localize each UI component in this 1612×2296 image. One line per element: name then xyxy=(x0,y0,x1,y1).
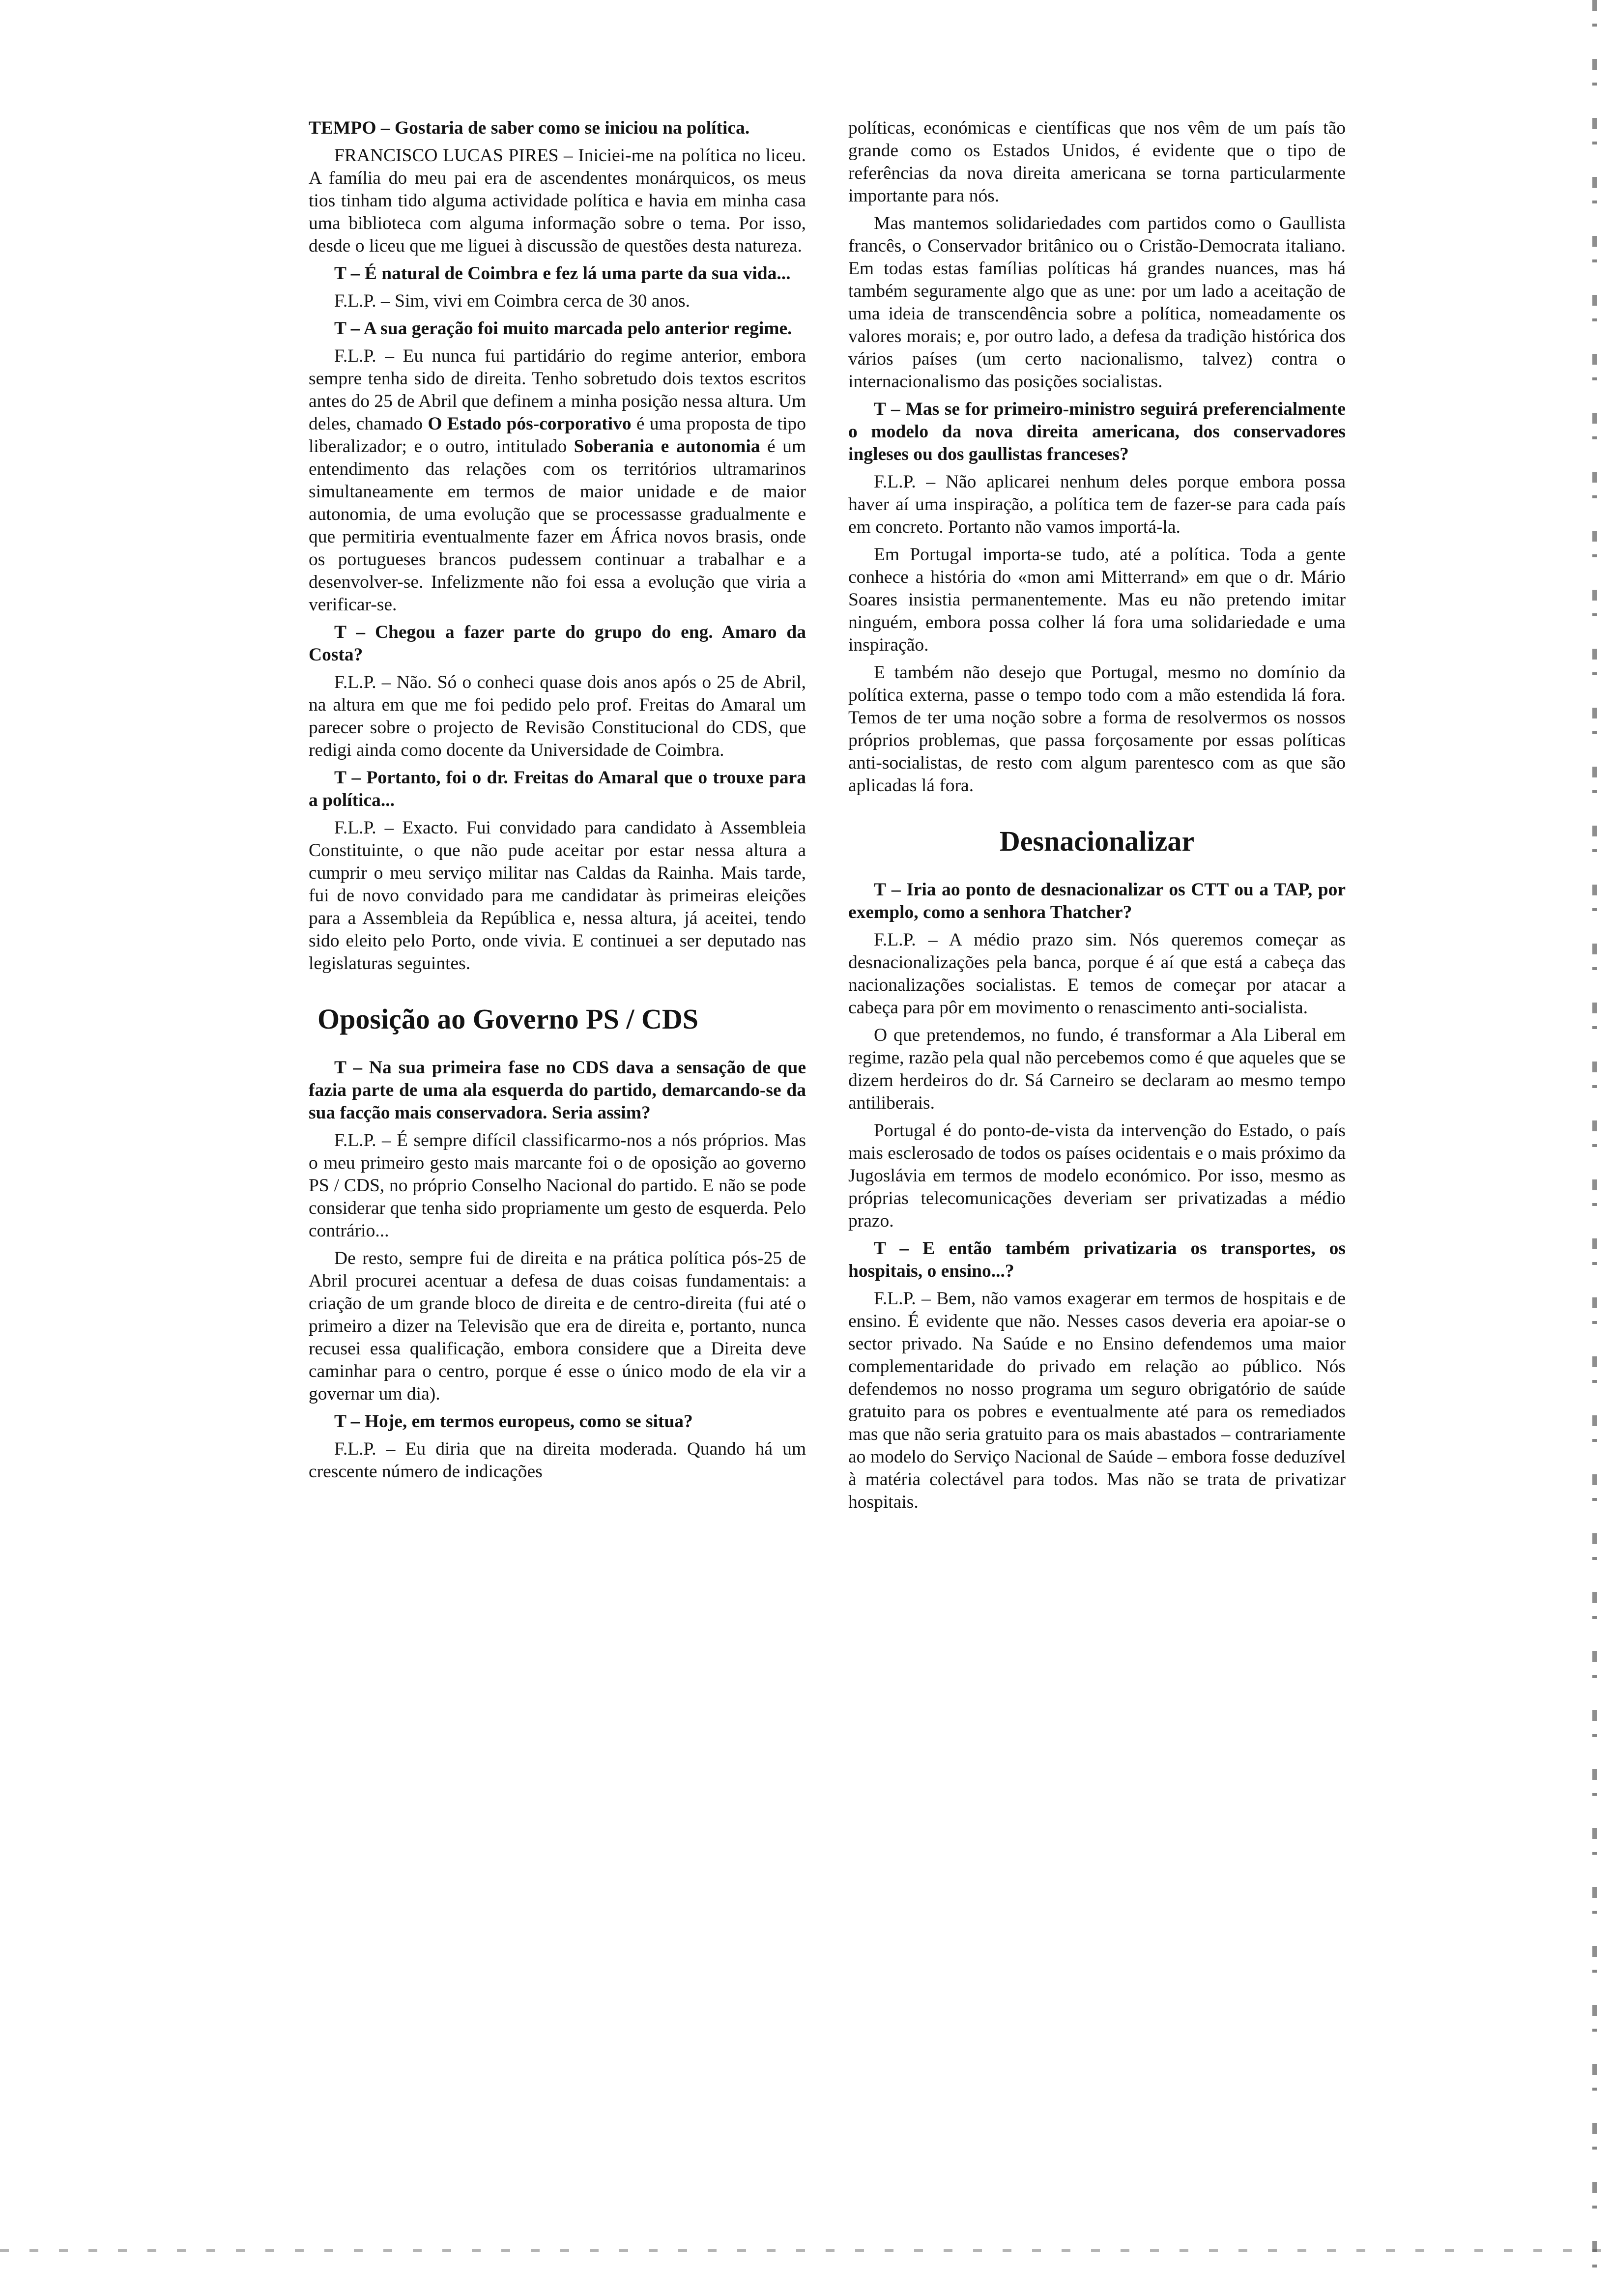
speaker-label: F.L.P. – xyxy=(334,291,390,311)
speaker-label: F.L.P. – xyxy=(334,672,391,692)
answer-text: Eu diria que na direita moderada. Quando há um crescente número de indicações xyxy=(309,1439,806,1482)
speaker-label: F.L.P. – xyxy=(334,346,394,366)
question-text: Gostaria de saber como se iniciou na política. xyxy=(395,118,750,138)
speaker-label: FRANCISCO LUCAS PIRES – xyxy=(334,145,573,166)
speaker-label: F.L.P. – xyxy=(874,930,938,950)
answer-text: A médio prazo sim. Nós queremos começar as desnacionalizações pela banca, porque é aí que está a cabeça das nacionalizações socialistas. E temos de começar por atacar a cabeça para pôr em movimento o renascimento anti-socialista. xyxy=(848,930,1346,1018)
body-paragraph: Mas mantemos solidariedades com partidos como o Gaullista francês, o Conservador britânico ou o Cristão-Democrata italiano. Em todas estas famílias políticas há grandes nuances, mas há também seguramente algo que as une: por um lado a aceitação de uma ideia de transcendência sobre a política, nomeadamente os valores morais; e, por outro lado, a defesa da tradição histórica dos vários países (um certo nacionalismo, talvez) contra o internacionalismo das posições socialistas. xyxy=(848,213,1346,392)
scan-bottom-marks xyxy=(0,2249,1612,2252)
answer-text: é uma proposta de tipo liberalizador; e o outro, intitulado xyxy=(309,414,806,457)
body-paragraph: De resto, sempre fui de direita e na prática política pós-25 de Abril procurei acentuar a defesa de duas coisas fundamentais: a criação de um grande bloco de direita e de centro-direita (fui até o primeiro a dizer na Televisão que era de direita e, portanto, nunca recusei essa qualificação, embora considere que a Direita deve caminhar para o centro, porque é esse o único modo de ela vir a governar um dia). xyxy=(309,1248,806,1404)
question-paragraph: T – A sua geração foi muito marcada pelo anterior regime. xyxy=(334,318,792,339)
body-paragraph: Em Portugal importa-se tudo, até a política. Toda a gente conhece a história do «mon ami Mitterrand» em que o dr. Mário Soares insistia permanentemente. Mas eu não pretendo imitar ninguém, embora possa colher lá fora uma solidariedade e uma inspiração. xyxy=(848,545,1346,655)
scan-edge-marks xyxy=(1592,0,1597,2296)
answer-paragraph xyxy=(309,1129,806,1242)
question-paragraph: T – Portanto, foi o dr. Freitas do Amaral que o trouxe para a política... xyxy=(309,768,806,810)
answer-paragraph xyxy=(848,471,1346,539)
answer-paragraph xyxy=(848,929,1346,1019)
question-paragraph: T – É natural de Coimbra e fez lá uma parte da sua vida... xyxy=(334,263,791,284)
answer-text: Não aplicarei nenhum deles porque embora possa haver aí uma inspiração, a política tem de fazer-se para cada país em concreto. Portanto não vamos importá-la. xyxy=(848,472,1346,537)
answer-paragraph xyxy=(309,290,806,313)
answer-paragraph xyxy=(309,144,806,258)
answer-text: é um entendimento das relações com os territórios ultramarinos simultaneamente em termos de maior unidade e de maior autonomia, de uma evolução que se processasse gradualmente e que permitiria eventualmente fazer em África novos brasis, onde os portugueses brancos pudessem continuar a trabalhar e a desenvolver-se. Infelizmente não foi essa a evolução que viria a verificar-se. xyxy=(309,436,806,615)
answer-text: Sim, vivi em Coimbra cerca de 30 anos. xyxy=(395,291,690,311)
body-paragraph: Portugal é do ponto-de-vista da intervenção do Estado, o país mais esclerosado de todos os países ocidentais e o mais próximo da Jugoslávia em termos de modelo económico. Por isso, mesmo as próprias telecomunicações deveriam ser privatizadas a médio prazo. xyxy=(848,1120,1346,1231)
interviewer-label: TEMPO – xyxy=(309,118,390,138)
speaker-label: F.L.P. – xyxy=(874,472,936,492)
question-paragraph: T – Iria ao ponto de desnacionalizar os CTT ou a TAP, por exemplo, como a senhora Thatcher? xyxy=(848,880,1346,922)
question-paragraph: T – Na sua primeira fase no CDS dava a sensação de que fazia parte de uma ala esquerda do partido, demarcando-se da sua facção mais conservadora. Seria assim? xyxy=(309,1058,806,1123)
answer-paragraph xyxy=(309,1438,806,1483)
question-paragraph: T – Chegou a fazer parte do grupo do eng. Amaro da Costa? xyxy=(309,622,806,665)
body-paragraph: E também não desejo que Portugal, mesmo no domínio da política externa, passe o tempo todo com a mão estendida lá fora. Temos de ter uma noção sobre a forma de resolvermos os nossos próprios problemas, que passa forçosamente por essas políticas anti-socialistas, de resto com algum parentesco com as que são aplicadas lá fora. xyxy=(848,662,1346,796)
answer-paragraph xyxy=(848,1288,1346,1514)
answer-text: Iniciei-me na política no liceu. A família do meu pai era de ascendentes monárquicos, os meus tios tinham tido alguma actividade política e havia em minha casa uma biblioteca com alguma informação sobre o tema. Por isso, desde o liceu que me liguei à discussão de questões desta natureza. xyxy=(309,145,806,256)
opening-question xyxy=(309,117,806,140)
question-paragraph: T – Mas se for primeiro-ministro seguirá preferencialmente o modelo da nova direita americana, dos conservadores ingleses ou dos gaullistas franceses? xyxy=(848,399,1346,464)
answer-text: Bem, não vamos exagerar em termos de hospitais e de ensino. É evidente que não. Nesses casos deveria era apoiar-se o sector privado. Na Saúde e no Ensino defendemos uma maior complementaridade do privado em relação ao público. Nós defendemos no nosso programa um seguro obrigatório de saúde gratuito para os pobres e eventualmente até para os remediados mas que não seria gratuito para os mais abastados – contrariamente ao modelo do Serviço Nacional de Saúde – embora fosse deduzível à matéria colectável para todos. Mas não se trata de privatizar hospitais. xyxy=(848,1289,1346,1512)
book-title: O Estado pós-corporativo xyxy=(428,414,632,434)
answer-text: Não. Só o conheci quase dois anos após o 25 de Abril, na altura em que me foi pedido pelo prof. Freitas do Amaral um parecer sobre o projecto de Revisão Constitucional do CDS, que redigi ainda como docente da Universidade de Coimbra. xyxy=(309,672,806,760)
section-heading: Desnacionalizar xyxy=(999,825,1195,857)
left-column xyxy=(309,117,806,1488)
body-paragraph: O que pretendemos, no fundo, é transformar a Ala Liberal em regime, razão pela qual não percebemos como é que aqueles que se dizem herdeiros do dr. Sá Carneiro se declaram ao mesmo tempo antiliberais. xyxy=(848,1025,1346,1113)
body-paragraph: políticas, económicas e científicas que nos vêm de um país tão grande como os Estados Unidos, é evidente que o tipo de referências da nova direita americana se torna particularmente importante para nós. xyxy=(848,118,1346,206)
question-paragraph: T – Hoje, em termos europeus, como se situa? xyxy=(334,1411,693,1432)
speaker-label: F.L.P. – xyxy=(874,1289,931,1309)
speaker-label: F.L.P. – xyxy=(334,818,394,838)
answer-text: É sempre difícil classificarmo-nos a nós próprios. Mas o meu primeiro gesto mais marcante foi o de oposição ao governo PS / CDS, no próprio Conselho Nacional do partido. E não se pode considerar que tenha sido propriamente um gesto de esquerda. Pelo contrário... xyxy=(309,1130,806,1241)
speaker-label: F.L.P. – xyxy=(334,1130,391,1150)
answer-text: Exacto. Fui convidado para candidato à Assembleia Constituinte, o que não pude aceitar por estar nessa altura a cumprir o meu serviço militar nas Caldas da Rainha. Mais tarde, fui de novo convidado para me candidatar às primeiras eleições para a Assembleia da República e, nessa altura, já aceitei, tendo sido eleito pelo Porto, onde vivia. E continuei a ser deputado nas legislaturas seguintes. xyxy=(309,818,806,974)
right-column xyxy=(848,117,1346,1519)
question-paragraph: T – E então também privatizaria os transportes, os hospitais, o ensino...? xyxy=(848,1238,1346,1281)
answer-text: Eu nunca fui partidário do regime anterior, embora sempre tenha sido de direita. Tenho sobretudo dois textos escritos antes do 25 de Abril que definem a minha posição nessa altura. Um deles, chamado xyxy=(309,346,806,434)
answer-paragraph xyxy=(309,345,806,616)
book-title: Soberania e autonomia xyxy=(574,436,760,457)
answer-paragraph xyxy=(309,671,806,762)
answer-paragraph xyxy=(309,817,806,975)
speaker-label: F.L.P. – xyxy=(334,1439,396,1459)
section-heading: Oposição ao Governo PS / CDS xyxy=(317,1003,698,1035)
